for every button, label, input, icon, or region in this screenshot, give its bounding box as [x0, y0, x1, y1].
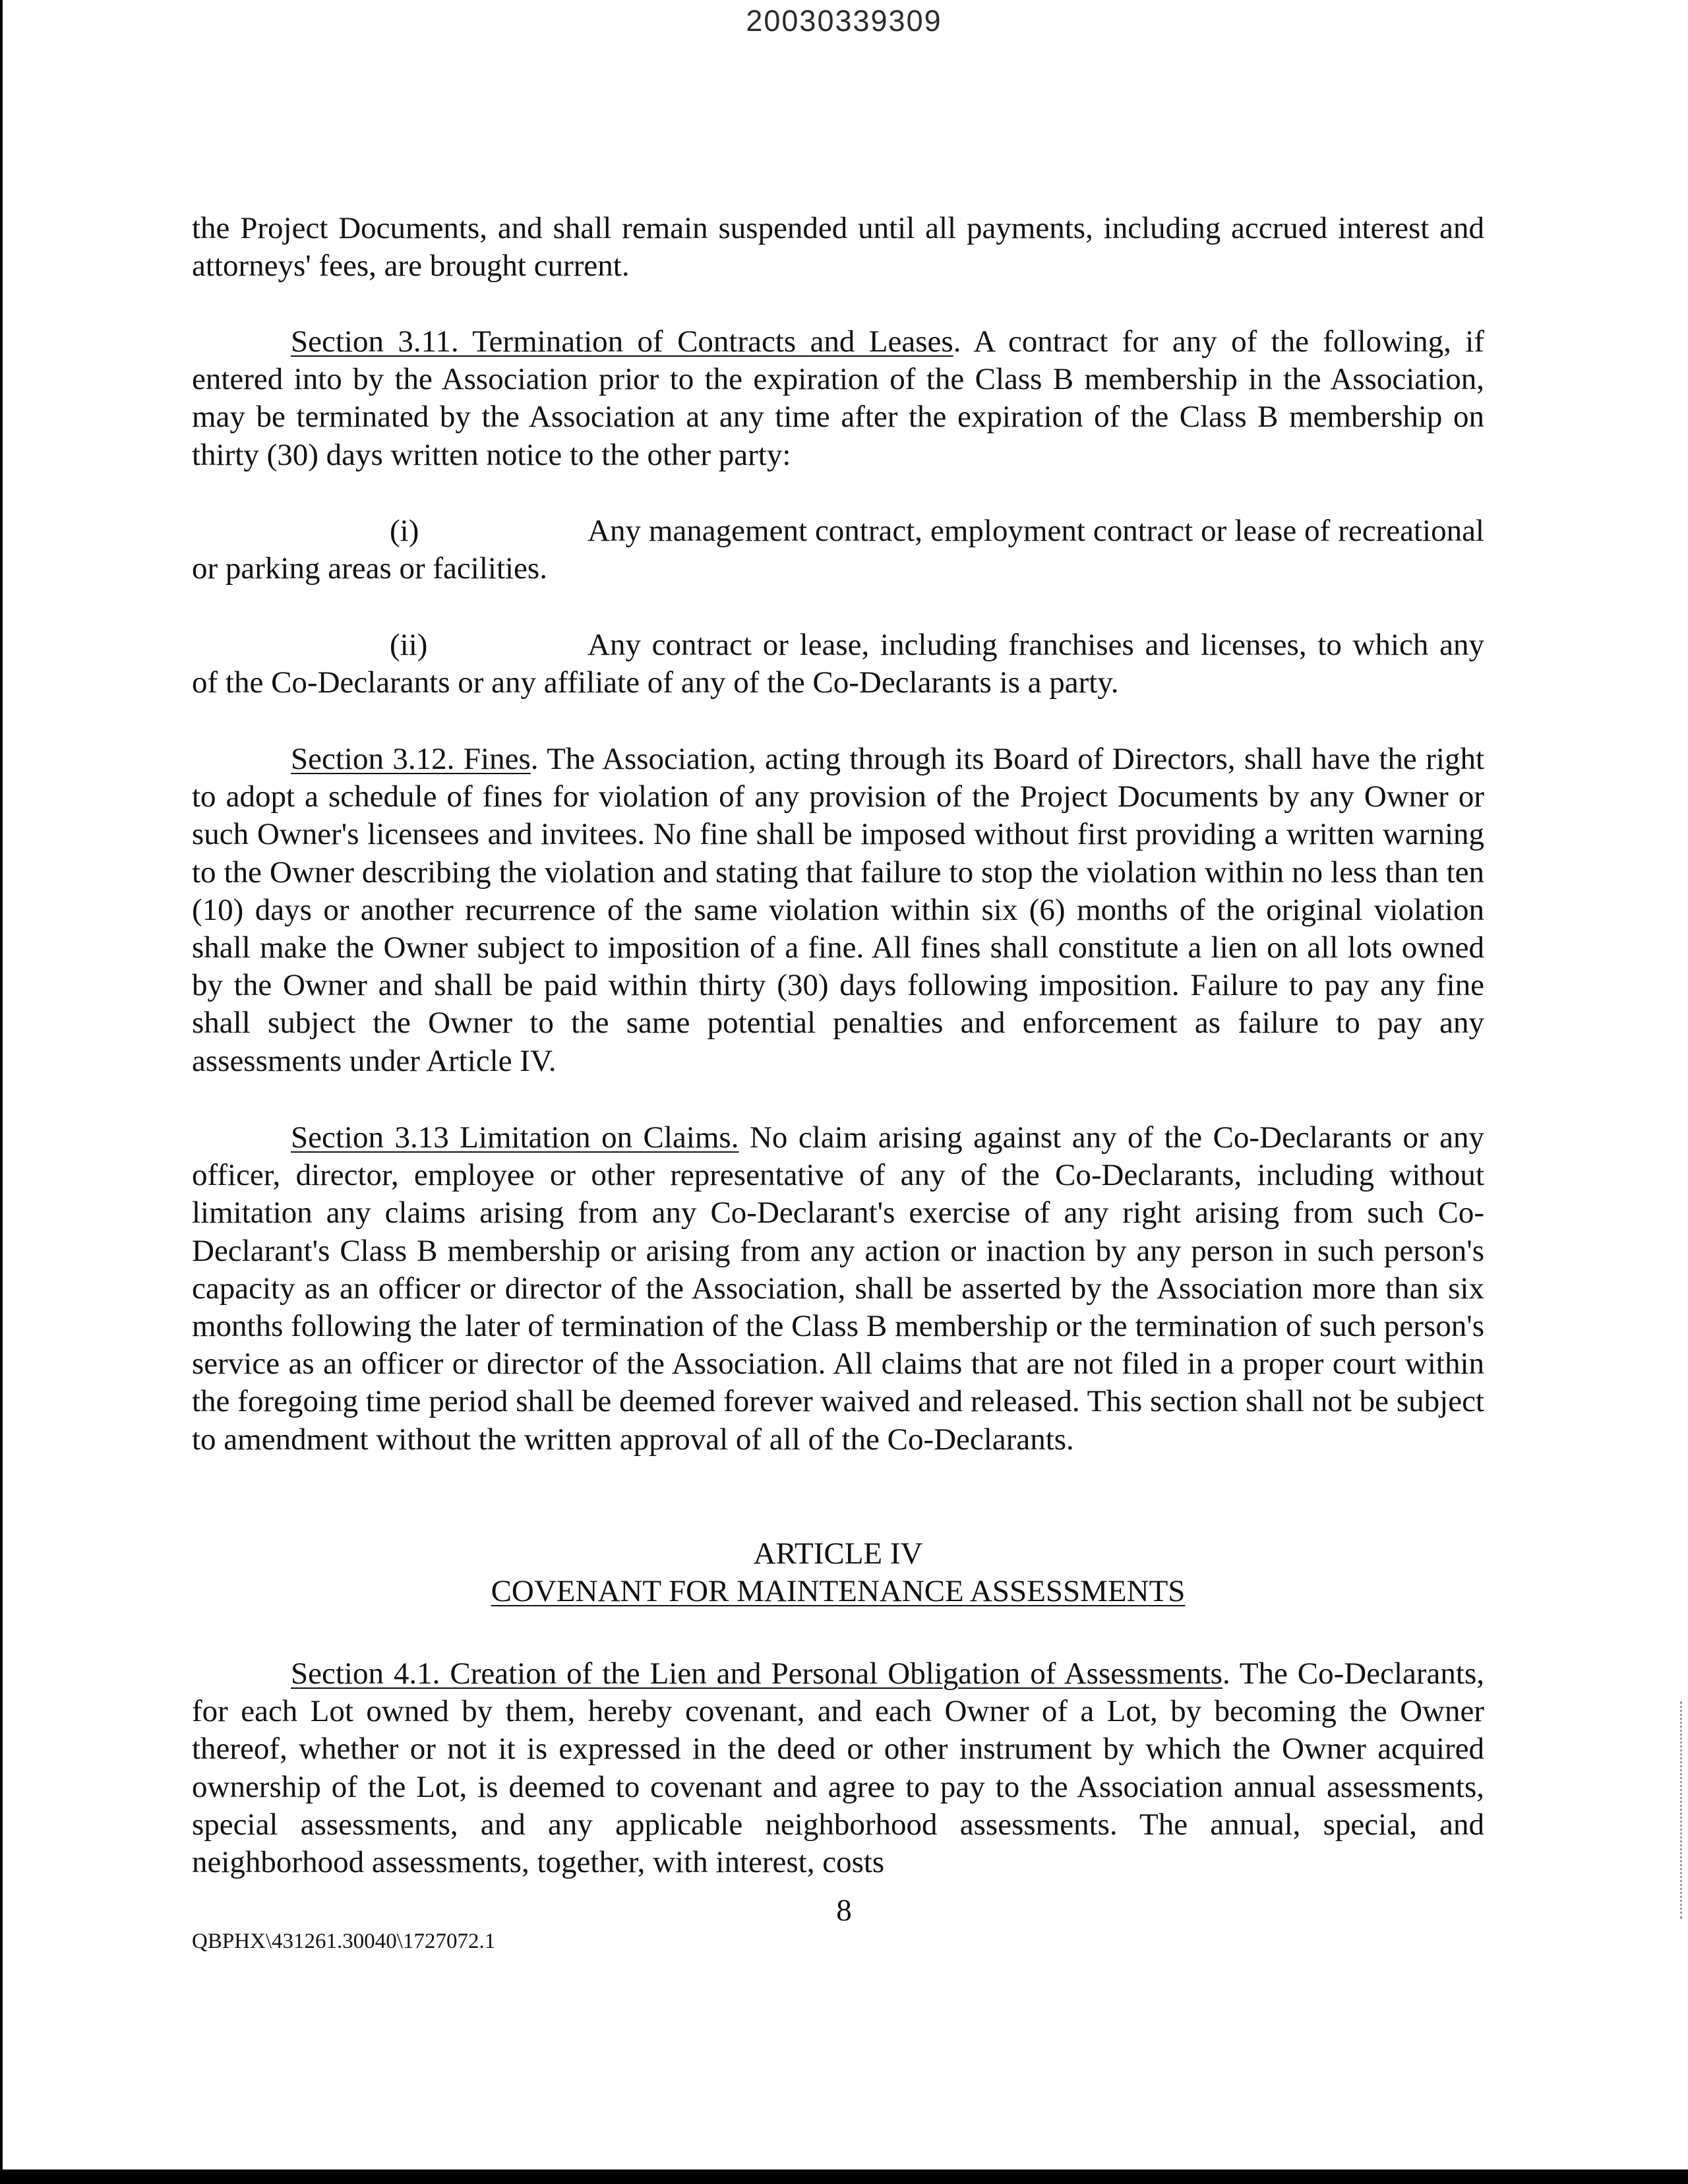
footer-document-path: QBPHX\431261.30040\1727072.1: [192, 1929, 496, 1953]
section-3-13-paragraph: [192, 1119, 1484, 1459]
scan-bottom-edge: [0, 2169, 1688, 2184]
section-3-11-body: . A contract for any of the following, if entered into by the Association prior to the expiration of the Class B membership in the Association, may be terminated by the Association at any time after the expiration of the Class B membership on thirty (30) days written notice to the other party:: [192, 324, 1484, 472]
continuation-paragraph: [192, 210, 1484, 285]
page-number: 8: [836, 1893, 852, 1927]
section-3-13-body: No claim arising against any of the Co-Declarants or any officer, director, employee or other representative of any of the Co-Declarants, including without limitation any claims arising from any Co-Declarant's exercise of any right arising from such Co-Declarant's Class B membership or arising from any action or inaction by any person in such person's capacity as an officer or director of the Association, shall be asserted by the Association more than six months following the later of termination of the Class B membership or the termination of such person's service as an officer or director of the Association. All claims that are not filed in a proper court within the foregoing time period shall be deemed forever waived and released. This section shall not be subject to amendment without the written approval of all of the Co-Declarants.: [192, 1120, 1484, 1457]
scan-right-marks: [1680, 1701, 1685, 1919]
section-3-12-paragraph: [192, 741, 1484, 1080]
document-number: 20030339309: [746, 4, 942, 38]
item-ii-label: (ii): [390, 628, 428, 662]
section-3-12-heading: Section 3.12. Fines: [291, 742, 531, 776]
section-3-11-heading: Section 3.11. Termination of Contracts and Leases: [291, 324, 953, 359]
section-3-11-paragraph: [192, 323, 1484, 474]
section-4-1-heading: Section 4.1. Creation of the Lien and Personal Obligation of Assessments: [291, 1656, 1222, 1691]
article-subtitle: [192, 1573, 1484, 1610]
section-3-13-heading: Section 3.13 Limitation on Claims.: [291, 1120, 739, 1155]
article-subtitle-text: COVENANT FOR MAINTENANCE ASSESSMENTS: [491, 1574, 1186, 1608]
article-title: ARTICLE IV: [753, 1536, 923, 1571]
item-i-paragraph: [192, 512, 1484, 588]
continuation-text: the Project Documents, and shall remain suspended until all payments, including accrued interest and attorneys' fees, are brought current.: [192, 211, 1484, 284]
section-4-1-body: . The Co-Declarants, for each Lot owned by them, hereby covenant, and each Owner of a Lot, by becoming the Owner thereof, whether or not it is expressed in the deed or other instrument by which the Owner acquired ownership of the Lot, is deemed to covenant and agree to pay to the Association annual assessments, special assessments, and any applicable neighborhood assessments. The annual, special, and neighborhood assessments, together, with interest, costs: [192, 1656, 1484, 1880]
section-4-1-paragraph: [192, 1655, 1484, 1881]
item-ii-paragraph: [192, 626, 1484, 702]
item-ii-body: Any contract or lease, including franchises and licenses, to which any of the Co-Declarants or any affiliate of any of the Co-Declarants is a party.: [192, 628, 1484, 700]
section-3-12-body: . The Association, acting through its Board of Directors, shall have the right to adopt a schedule of fines for violation of any provision of the Project Documents by any Owner or such Owner's licensees and invitees. No fine shall be imposed without first providing a written warning to the Owner describing the violation and stating that failure to stop the violation within no less than ten (10) days or another recurrence of the same violation within six (6) months of the original violation shall make the Owner subject to imposition of a fine. All fines shall constitute a lien on all lots owned by the Owner and shall be paid within thirty (30) days following imposition. Failure to pay any fine shall subject the Owner to the same potential penalties and enforcement as failure to pay any assessments under Article IV.: [192, 742, 1484, 1078]
scan-left-edge: [0, 0, 3, 2169]
item-i-body: Any management contract, employment contract or lease of recreational or parking areas or facilities.: [192, 514, 1484, 586]
item-i-label: (i): [390, 514, 419, 548]
